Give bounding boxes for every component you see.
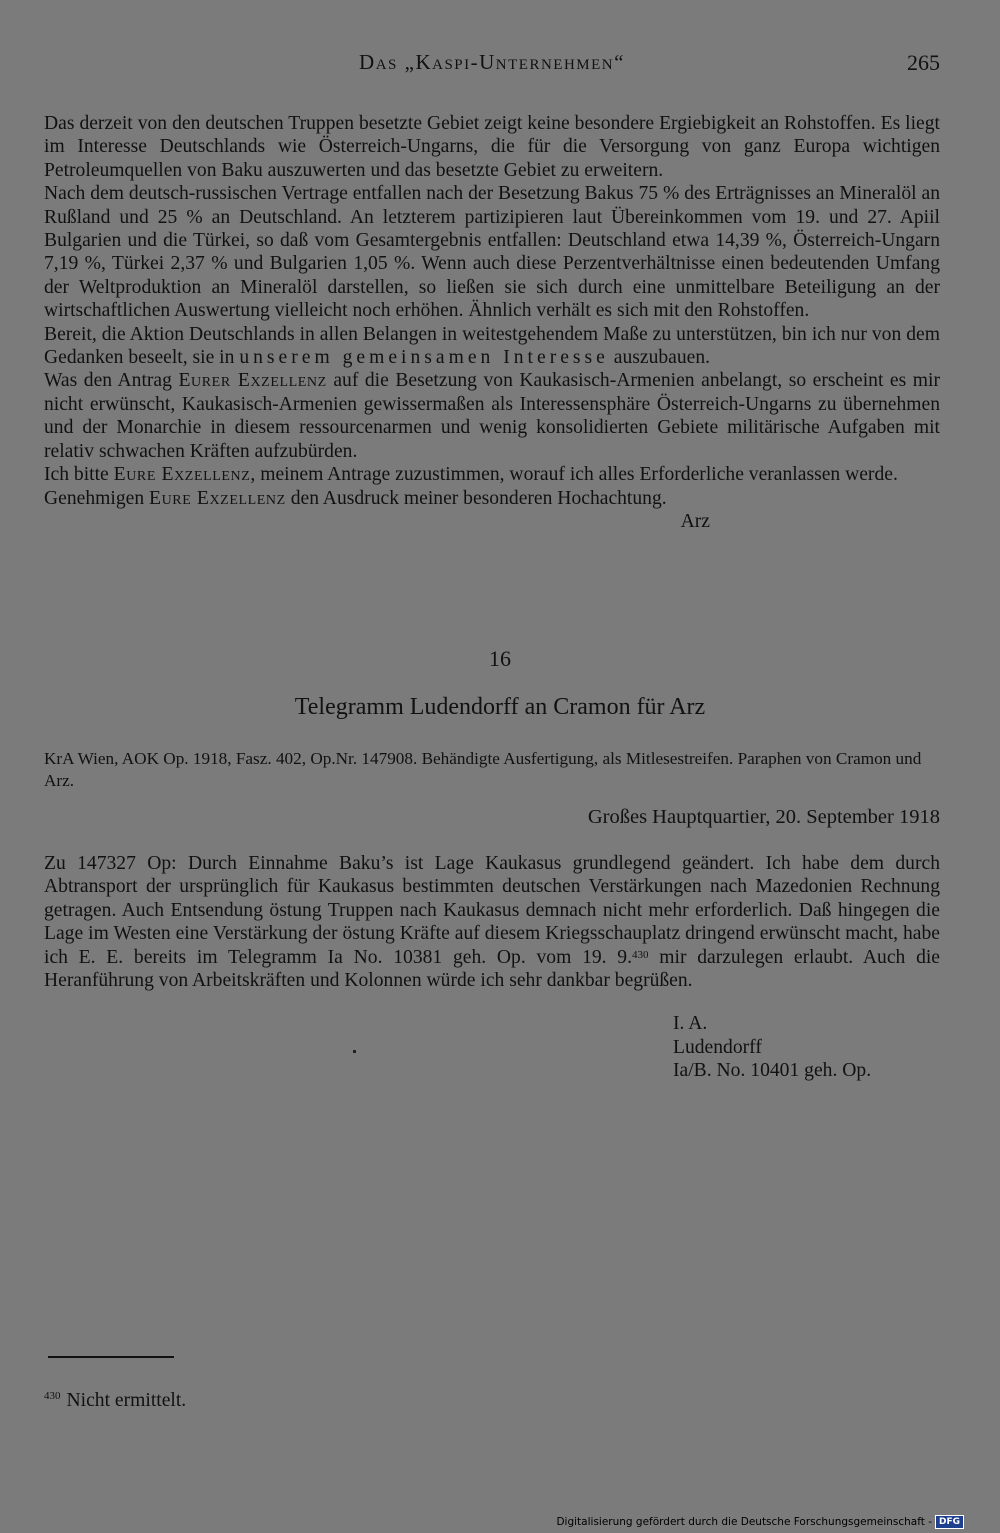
- text-run: , meinem Antrage zuzustimmen, worauf ich alles Erforderliche veranlassen werde.: [250, 464, 898, 486]
- letter-paragraph: Nach dem deutsch-russischen Vertrage entfallen nach der Besetzung Bakus 75 % des Erträgnisses an Mineralöl an Rußland und 25 % an Deutschland. An letzterem partizipieren laut Übereinkommen vom 19. und 27. Apiil Bulgarien und die Türkei, so daß vom Gesamtergebnis entfallen: Deutschland etwa 14,39 %, Österreich-Ungarn 7,19 %, Türkei 2,37 % und Bulgarien 1,05 %. Wenn auch diese Perzentverhältnisse einen bedeutenden Umfang der Weltproduktion an Mineralöl darstellen, so ließen sie sich durch eine unmittelbare Beteiligung an der wirtschaftlichen Auswertung vielleicht noch erhöhen. Ähnlich verhält es sich mit den Rohstoffen.: [44, 183, 940, 322]
- letter-paragraph: [44, 323, 940, 370]
- text-run: Genehmigen: [44, 487, 150, 509]
- text-run: Bereit, die Aktion Deutschlands in allen Belangen in weitestgehendem Maße zu unterstützen, bin ich nur von dem Gedanken beseelt, sie in: [44, 323, 940, 369]
- telegram-closing: [673, 1012, 871, 1083]
- footnote-text: Nicht ermittelt.: [66, 1390, 187, 1411]
- text-run: mir darzulegen erlaubt. Auch die Heranführung von Arbeitskräften und Kolonnen würde ich sehr dankbar begrüßen.: [44, 946, 941, 992]
- text-run: auszubauen.: [608, 347, 711, 369]
- page-header: [44, 50, 940, 80]
- text-run: auf die Besetzung von Kaukasisch-Armenien anbelangt, so erscheint es mir nicht erwünscht, Kaukasisch-Armenien gewissermaßen als Interessensphäre Österreich-Ungarns zu übernehmen und der Monarchie in diesem ressourcenarmen und wenig konsolidierten Gebiete militärische Aufgaben mit relativ schwachen Kräften aufzubürden.: [44, 370, 940, 462]
- dfg-logo-icon: DFG: [935, 1515, 964, 1529]
- letter-paragraph: Das derzeit von den deutschen Truppen besetzte Gebiet zeigt keine besondere Ergiebigkeit an Rohstoffen. Es liegt im Interesse Deutschlands wie Österreich-Ungarns, die für die Versorgung von ganz Europa wichtigen Petroleumquellen von Baku auszuwerten und das besetzte Gebiet zu erweitern.: [44, 113, 940, 181]
- letter-paragraph: [44, 463, 940, 486]
- source-note: KrA Wien, AOK Op. 1918, Fasz. 402, Op.Nr. 147908. Behändigte Ausfertigung, als Mitlesestreifen. Paraphen von Cramon und Arz.: [44, 749, 922, 790]
- document-number: 16: [489, 646, 511, 671]
- letter-paragraph: [44, 369, 940, 463]
- text-run: den Ausdruck meiner besonderen Hochachtung.: [285, 487, 667, 509]
- small-caps-title: Eure Exzellenz: [113, 464, 251, 486]
- spaced-emphasis: unserem gemeinsamen Interesse: [239, 347, 609, 369]
- small-caps-title: Eurer Exzellenz: [178, 370, 327, 392]
- closing-line: I. A.: [673, 1013, 708, 1034]
- running-title: Das „Kaspi-Unternehmen“: [359, 50, 625, 74]
- closing-signature: Ludendorff: [673, 1036, 762, 1058]
- telegram-body: [44, 852, 940, 992]
- place-date: Großes Hauptquartier, 20. September 1918: [587, 806, 940, 828]
- letter-signature: Arz: [680, 510, 710, 532]
- document-title: Telegramm Ludendorff an Cramon für Arz: [294, 694, 706, 720]
- credit-text: Digitalisierung gefördert durch die Deutsche Forschungsgemeinschaft -: [556, 1516, 932, 1528]
- small-caps-title: Eure Exzellenz: [149, 487, 286, 509]
- print-speck: [353, 1050, 356, 1053]
- footnote-reference: 430: [632, 948, 649, 961]
- digitization-credit: [556, 1515, 964, 1529]
- text-run: Ich bitte: [44, 464, 114, 486]
- text-run: Was den Antrag: [44, 370, 179, 392]
- text-run: Zu 147327 Op: Durch Einnahme Baku’s ist Lage Kaukasus grundlegend geändert. Ich habe dem durch Abtransport der ursprünglich für Kaukasus bestimmten deutschen Verstärkungen nach Mazedonien Rechnung getragen. Auch Entsendung östung Truppen nach Kaukasus demnach nicht mehr erforderlich. Daß hingegen die Lage im Westen eine Verstärkung der östung Kräfte auf diesem Kriegsschauplatz dringend erwünscht macht, habe ich E. E. bereits im Telegramm Ia No. 10381 geh. Op. vom 19. 9.: [44, 853, 940, 968]
- footnote-marker: 430: [44, 1390, 61, 1402]
- footnote-divider: [48, 1356, 174, 1358]
- letter-body: [44, 112, 940, 533]
- letter-paragraph: [44, 487, 940, 510]
- telegram-paragraph: [44, 852, 940, 992]
- footnote: [44, 1390, 186, 1412]
- page-number: 265: [907, 50, 940, 75]
- closing-reference: Ia/B. No. 10401 geh. Op.: [673, 1060, 872, 1082]
